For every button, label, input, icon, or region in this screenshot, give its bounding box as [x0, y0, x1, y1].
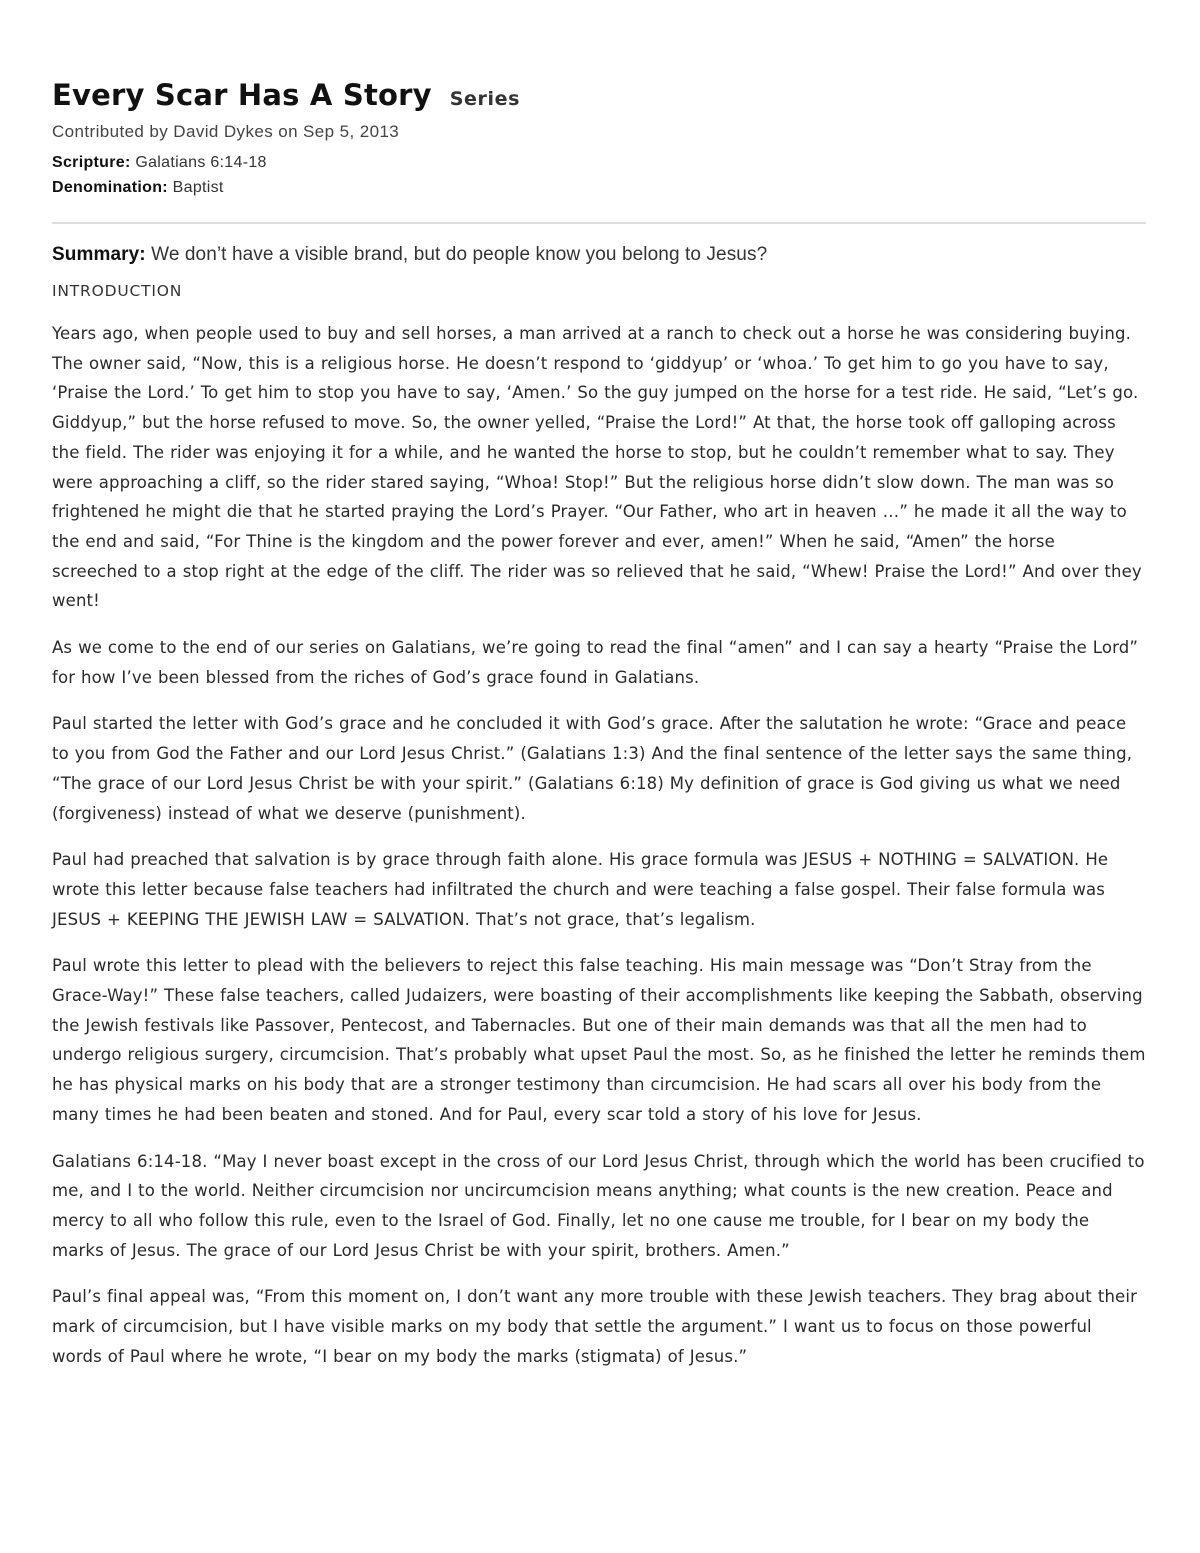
body-paragraph: Paul wrote this letter to plead with the believers to reject this false teaching. His main message was “Don’t Stray from the Grace-Way!” These false teachers, called Judaizers, were boasting of their accomplishments like keeping the Sabbath, observing the Jewish festivals like Passover, Pentecost, and Tabernacles. But one of their main demands was that all the men had to undergo religious surgery, circumcision. That’s probably what upset Paul the most. So, as he finished the letter he reminds them he has physical marks on his body that are a stronger testimony than circumcision. He had scars all over his body from the many times he had been beaten and stoned. And for Paul, every scar told a story of his love for Jesus. [52, 956, 1146, 1124]
summary [52, 244, 1146, 266]
summary-text: We don’t have a visible brand, but do people know you belong to Jesus? [151, 244, 768, 265]
sermon-title: Every Scar Has A Story [52, 78, 432, 112]
section-heading: INTRODUCTION [52, 282, 183, 300]
header-divider [52, 222, 1146, 224]
body-paragraph: Paul’s final appeal was, “From this moment on, I don’t want any more trouble with these Jewish teachers. They brag about their mark of circumcision, but I have visible marks on my body that settle the argument.” I want us to focus on those powerful words of Paul where he wrote, “I bear on my body the marks (stigmata) of Jesus.” [52, 1287, 1138, 1366]
scripture-label: Scripture: [52, 154, 131, 171]
body-paragraph: Years ago, when people used to buy and sell horses, a man arrived at a ranch to check out a horse he was considering buying. The owner said, “Now, this is a religious horse. He doesn’t respond to ‘giddyup’ or ‘whoa.’ To get him to go you have to say, ‘Praise the Lord.’ To get him to stop you have to say, ‘Amen.’ So the guy jumped on the horse for a test ride. He said, “Let’s go. Giddyup,” but the horse refused to move. So, the owner yelled, “Praise the Lord!” At that, the horse took off galloping across the field. The rider was enjoying it for a while, and he wanted the horse to stop, but he couldn’t remember what to say. They were approaching a cliff, so the rider stared saying, “Whoa! Stop!” But the religious horse didn’t slow down. The man was so frightened he might die that he started praying the Lord’s Prayer. “Our Father, who art in heaven …” he made it all the way to the end and said, “For Thine is the kingdom and the power forever and ever, amen!” When he said, “Amen” the horse screeched to a stop right at the edge of the cliff. The rider was so relieved that he said, “Whew! Praise the Lord!” And over they went! [52, 324, 1142, 611]
sermon-body [52, 319, 1146, 1372]
denomination-label: Denomination: [52, 179, 168, 196]
title-row [52, 78, 1146, 112]
summary-label: Summary: [52, 244, 146, 265]
body-paragraph: As we come to the end of our series on Galatians, we’re going to read the final “amen” and I can say a hearty “Praise the Lord” for how I’ve been blessed from the riches of God’s grace found in Galatians. [52, 638, 1139, 687]
scripture-row [52, 150, 1146, 175]
series-label: Series [449, 88, 520, 110]
sermon-meta [52, 150, 1146, 200]
scripture-value: Galatians 6:14-18 [135, 154, 267, 171]
byline: Contributed by David Dykes on Sep 5, 2013 [52, 122, 400, 141]
body-paragraph: Galatians 6:14-18. “May I never boast except in the cross of our Lord Jesus Christ, through which the world has been crucified to me, and I to the world. Neither circumcision nor uncircumcision means anything; what counts is the new creation. Peace and mercy to all who follow this rule, even to the Israel of God. Finally, let no one cause me trouble, for I bear on my body the marks of Jesus. The grace of our Lord Jesus Christ be with your spirit, brothers. Amen.” [52, 1151, 1145, 1260]
body-paragraph: Paul had preached that salvation is by grace through faith alone. His grace formula was JESUS + NOTHING = SALVATION. He wrote this letter because false teachers had infiltrated the church and were teaching a false gospel. Their false formula was JESUS + KEEPING THE JEWISH LAW = SALVATION. That’s not grace, that’s legalism. [52, 850, 1109, 929]
body-paragraph: Paul started the letter with God’s grace and he concluded it with God’s grace. After the salutation he wrote: “Grace and peace to you from God the Father and our Lord Jesus Christ.” (Galatians 1:3) And the final sentence of the letter says the same thing, “The grace of our Lord Jesus Christ be with your spirit.” (Galatians 6:18) My definition of grace is God giving us what we need (forgiveness) instead of what we deserve (punishment). [52, 714, 1133, 823]
denomination-row [52, 175, 1146, 200]
denomination-value: Baptist [172, 179, 224, 196]
